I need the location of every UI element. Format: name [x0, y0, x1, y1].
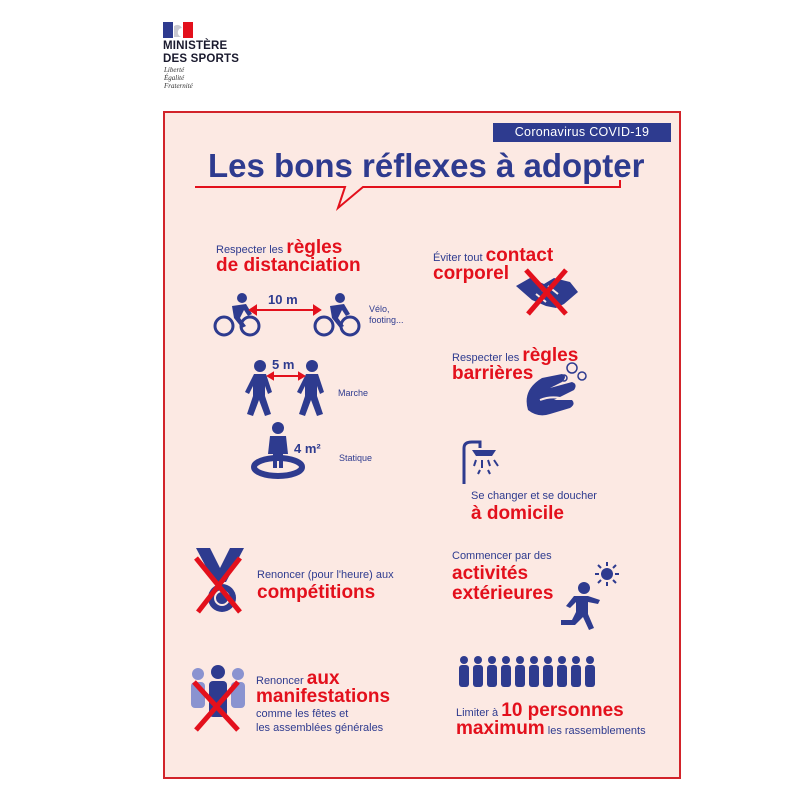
home-highlight: à domicile	[471, 503, 564, 524]
events-intro: Renoncer	[256, 675, 307, 687]
events-detail-2: les assemblées générales	[256, 722, 384, 734]
walk-label: Marche	[338, 388, 369, 398]
bike-label-line-2: footing...	[369, 315, 404, 325]
events-highlight-2: manifestations	[256, 686, 391, 707]
distancing-highlight-2: de distanciation	[216, 255, 361, 276]
ministry-line-2: DES SPORTS	[163, 52, 240, 65]
competitions-intro: Renoncer (pour l'heure) aux	[257, 569, 394, 581]
contact-intro: Éviter tout	[433, 252, 486, 264]
bike-label-line-1: Vélo,	[369, 304, 390, 314]
static-area-label: 4 m²	[294, 441, 321, 456]
marianne-logo	[163, 22, 193, 38]
distancing-highlight-1: règles	[286, 237, 343, 258]
ministry-line-1: MINISTÈRE	[163, 40, 228, 52]
shower-icon	[460, 440, 506, 489]
events-highlight-1: aux	[306, 668, 340, 689]
hand-washing-icon	[520, 360, 590, 429]
static-label: Statique	[339, 453, 373, 463]
motto-liberte: Liberté	[164, 66, 185, 74]
motto-egalite: Égalité	[164, 74, 185, 82]
contact-highlight-2: corporel	[433, 263, 510, 284]
walk-distance-label: 5 m	[272, 357, 295, 372]
covid-badge: Coronavirus COVID-19	[493, 123, 671, 142]
ministry-name	[163, 40, 239, 65]
home-intro: Se changer et se doucher	[471, 490, 597, 502]
medal-crossed-icon	[192, 548, 248, 623]
motto-fraternite: Fraternité	[164, 82, 193, 90]
barriers-highlight-1: règles	[522, 345, 579, 366]
gatherings-highlight-1: 10 personnes	[501, 700, 624, 721]
distancing-intro: Respecter les	[216, 244, 287, 256]
bike-label	[369, 304, 404, 326]
poster-title: Les bons réflexes à adopter	[208, 147, 645, 184]
competitions-highlight: compétitions	[257, 582, 376, 603]
republic-motto	[164, 66, 193, 90]
outdoor-highlight-1: activités	[452, 563, 529, 584]
bike-distance-label: 10 m	[268, 292, 298, 307]
barriers-highlight-2: barrières	[452, 363, 534, 384]
gatherings-highlight-2: maximum	[456, 718, 545, 739]
gatherings-line-2	[456, 718, 646, 739]
ten-people-icon	[457, 655, 605, 694]
barriers-intro: Respecter les	[452, 352, 523, 364]
crowd-crossed-icon	[188, 662, 248, 737]
events-detail-1: comme les fêtes et	[256, 708, 349, 720]
runner-icon	[556, 582, 604, 639]
outdoor-highlight-2: extérieures	[452, 583, 554, 604]
outdoor-intro: Commencer par des	[452, 550, 552, 562]
gatherings-intro: Limiter à	[456, 707, 502, 719]
contact-highlight-1: contact	[485, 245, 554, 266]
gatherings-detail: les rassemblements	[544, 725, 646, 737]
handshake-crossed-icon	[514, 264, 580, 323]
